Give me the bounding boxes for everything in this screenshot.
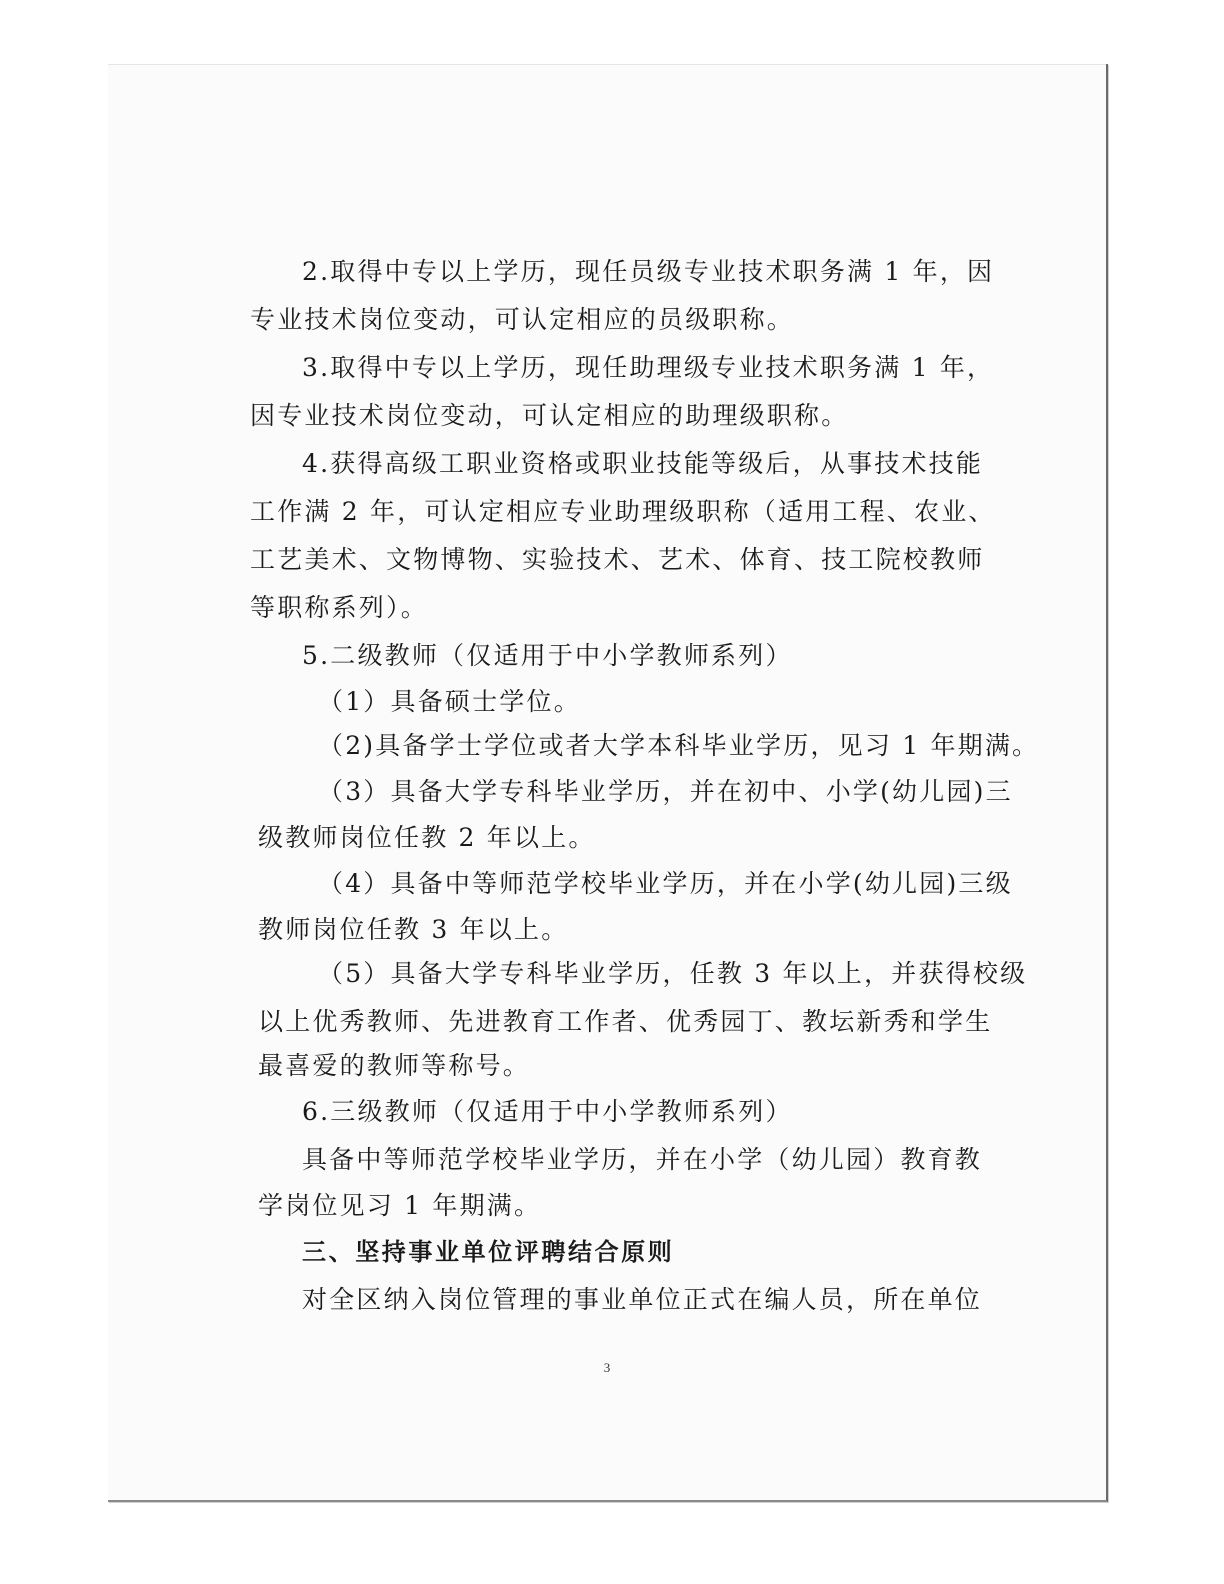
page-number: 3 (603, 1360, 611, 1375)
paragraph-line: 具备中等师范学校毕业学历，并在小学（幼儿园）教育教 (302, 1145, 983, 1174)
page-top-edge (108, 64, 1106, 65)
paragraph-line: 5.二级教师（仅适用于中小学教师系列） (302, 641, 793, 670)
paragraph-line: 等职称系列）。 (250, 593, 428, 622)
paragraph-line: （5）具备大学专科毕业学历，任教 3 年以上，并获得校级 (318, 959, 1028, 988)
paragraph-line: 2.取得中专以上学历，现任员级专业技术职务满 1 年，因 (302, 257, 995, 286)
paragraph-line: （1）具备硕士学位。 (318, 687, 581, 716)
paragraph-line: 6.三级教师（仅适用于中小学教师系列） (302, 1097, 793, 1126)
paragraph-line: （4）具备中等师范学校毕业学历，并在小学(幼儿园)三级 (318, 869, 1013, 898)
paragraph-line: （3）具备大学专科毕业学历，并在初中、小学(幼儿园)三 (318, 777, 1013, 806)
paragraph-line: 工作满 2 年，可认定相应专业助理级职称（适用工程、农业、 (250, 497, 996, 526)
paragraph-line: 学岗位见习 1 年期满。 (258, 1191, 542, 1220)
paragraph-line: 以上优秀教师、先进教育工作者、优秀园丁、教坛新秀和学生 (258, 1007, 993, 1036)
paragraph-line: 对全区纳入岗位管理的事业单位正式在编人员，所在单位 (302, 1285, 983, 1314)
paragraph-line: 教师岗位任教 3 年以上。 (258, 915, 569, 944)
paragraph-line: 级教师岗位任教 2 年以上。 (258, 823, 596, 852)
section-heading: 三、坚持事业单位评聘结合原则 (302, 1238, 675, 1266)
paragraph-line: 4.获得高级工职业资格或职业技能等级后，从事技术技能 (302, 449, 984, 478)
paragraph-line: 因专业技术岗位变动，可认定相应的助理级职称。 (250, 401, 849, 430)
paragraph-line: 专业技术岗位变动，可认定相应的员级职称。 (250, 305, 795, 334)
paragraph-line: 工艺美术、文物博物、实验技术、艺术、体育、技工院校教师 (250, 545, 985, 574)
paragraph-line: 最喜爱的教师等称号。 (258, 1051, 531, 1080)
paragraph-line: （2)具备学士学位或者大学本科毕业学历，见习 1 年期满。 (318, 731, 1040, 760)
paragraph-line: 3.取得中专以上学历，现任助理级专业技术职务满 1 年， (302, 353, 995, 382)
